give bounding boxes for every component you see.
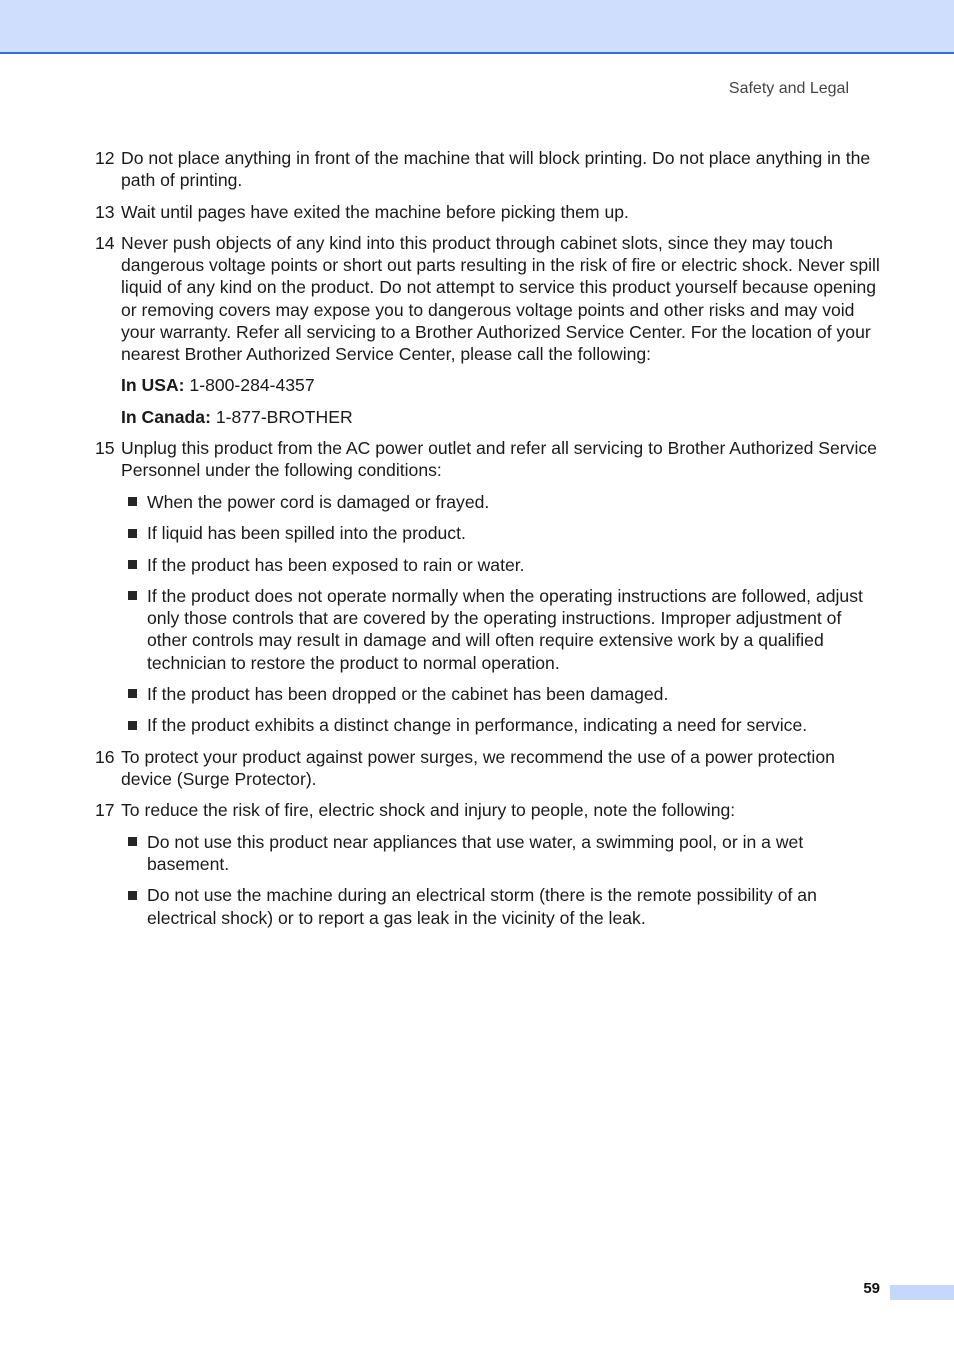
square-bullet-icon	[128, 689, 137, 698]
item-text: Unplug this product from the AC power outlet and refer all servicing to Brother Authorized Service Personnel under the following conditions:	[121, 438, 877, 481]
item-number: 15	[95, 438, 115, 459]
list-item-15	[95, 437, 880, 736]
bullet-text: Do not use the machine during an electrical storm (there is the remote possibility of an electrical shock) or to report a gas leak in the vicinity of the leak.	[147, 885, 817, 928]
bullet-item	[128, 884, 880, 928]
bullet-item	[128, 554, 880, 576]
item-number: 12	[95, 148, 115, 168]
item-text: Never push objects of any kind into this product through cabinet slots, since they may touch dangerous voltage points or short out parts resulting in the risk of fire or electric shock. Never spill liquid of any kind on the product. Do not attempt to service this product yourself because opening or removing covers may expose you to dangerous voltage points and other risks and may void your warranty. Refer all servicing to a Brother Authorized Service Center. For the location of your nearest Brother Authorized Service Center, please call the following:	[121, 232, 880, 364]
square-bullet-icon	[128, 560, 137, 569]
item-number: 14	[95, 232, 115, 253]
list-item-13	[95, 201, 880, 223]
header-band	[0, 0, 954, 54]
bullet-item	[128, 585, 880, 674]
list-item-16	[95, 746, 880, 790]
item-body	[121, 799, 880, 928]
item-body	[121, 232, 880, 428]
square-bullet-icon	[128, 721, 137, 730]
condition-list	[128, 491, 880, 737]
usa-phone	[121, 374, 880, 396]
item-text: Do not place anything in front of the machine that will block printing. Do not place anything in the path of printing.	[121, 148, 871, 191]
bullet-item	[128, 683, 880, 705]
section-title: Safety and Legal	[728, 80, 849, 97]
bullet-item	[128, 491, 880, 513]
square-bullet-icon	[128, 529, 137, 538]
list-item-17	[95, 799, 880, 928]
item-body	[121, 437, 880, 736]
canada-phone	[121, 406, 880, 428]
item-text: To protect your product against power surges, we recommend the use of a power protection device (Surge Protector).	[121, 746, 835, 789]
bullet-text: Do not use this product near appliances that use water, a swimming pool, or in a wet basement.	[147, 831, 804, 874]
canada-label: In Canada:	[121, 406, 211, 427]
item-text: To reduce the risk of fire, electric shock and injury to people, note the following:	[121, 800, 736, 821]
usa-number: 1-800-284-4357	[189, 375, 315, 396]
square-bullet-icon	[128, 591, 137, 600]
square-bullet-icon	[128, 497, 137, 506]
square-bullet-icon	[128, 891, 137, 900]
bullet-text: If liquid has been spilled into the product.	[147, 523, 466, 544]
list-item-12	[95, 147, 880, 191]
bullet-text: If the product has been dropped or the cabinet has been damaged.	[147, 683, 669, 704]
usa-label: In USA:	[121, 375, 185, 396]
item-number: 17	[95, 800, 115, 821]
list-item-14	[95, 232, 880, 428]
page-tab	[890, 1285, 954, 1300]
bullet-text: If the product exhibits a distinct change in performance, indicating a need for service.	[147, 715, 808, 736]
page-number: 59	[863, 1280, 880, 1297]
bullet-item	[128, 522, 880, 544]
bullet-text: When the power cord is damaged or frayed.	[147, 491, 490, 512]
item-text: Wait until pages have exited the machine before picking them up.	[121, 201, 629, 222]
bullet-item	[128, 714, 880, 736]
bullet-item	[128, 831, 880, 875]
item-number: 13	[95, 201, 115, 222]
square-bullet-icon	[128, 837, 137, 846]
page-content	[95, 147, 880, 938]
precaution-list	[128, 831, 880, 929]
bullet-text: If the product has been exposed to rain or water.	[147, 554, 525, 575]
bullet-text: If the product does not operate normally when the operating instructions are followed, adjust only those controls that are covered by the operating instructions. Improper adjustment of other controls may result in damage and will often require extensive work by a qualified technician to restore the product to normal operation.	[147, 585, 863, 673]
item-number: 16	[95, 746, 115, 767]
canada-number: 1-877-BROTHER	[215, 406, 353, 427]
